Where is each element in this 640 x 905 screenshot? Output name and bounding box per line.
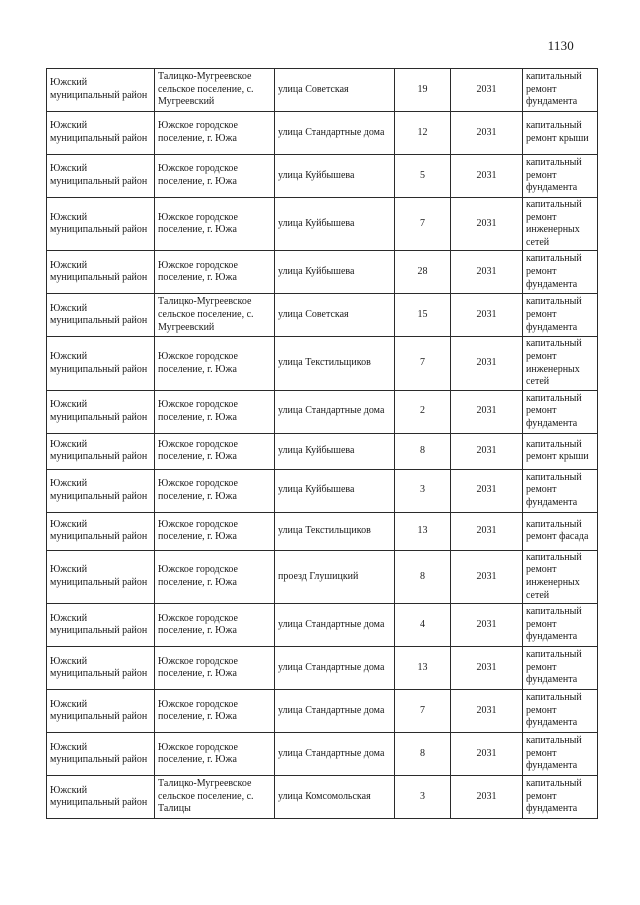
work-type-cell: капитальный ремонт инженерных сетей — [523, 550, 598, 603]
work-type-cell: капитальный ремонт инженерных сетей — [523, 198, 598, 251]
year-cell: 2031 — [451, 155, 523, 198]
settlement-cell: Южское городское поселение, г. Южа — [155, 251, 275, 294]
settlement-cell: Южское городское поселение, г. Южа — [155, 733, 275, 776]
settlement-cell: Талицко-Мугреевское сельское поселение, с. Талицы — [155, 776, 275, 819]
year-cell: 2031 — [451, 198, 523, 251]
year-cell: 2031 — [451, 337, 523, 390]
settlement-cell: Южское городское поселение, г. Южа — [155, 647, 275, 690]
street-cell: улица Стандартные дома — [275, 690, 395, 733]
settlement-cell: Южское городское поселение, г. Южа — [155, 112, 275, 155]
settlement-cell: Талицко-Мугреевское сельское поселение, с. Мугреевский — [155, 294, 275, 337]
district-cell: Южский муниципальный район — [47, 337, 155, 390]
street-cell: улица Стандартные дома — [275, 733, 395, 776]
house-number-cell: 28 — [395, 251, 451, 294]
work-type-cell: капитальный ремонт фундамента — [523, 294, 598, 337]
house-number-cell: 3 — [395, 776, 451, 819]
work-type-cell: капитальный ремонт фундамента — [523, 604, 598, 647]
district-cell: Южский муниципальный район — [47, 550, 155, 603]
district-cell: Южский муниципальный район — [47, 647, 155, 690]
table-row — [47, 512, 598, 550]
settlement-cell: Южское городское поселение, г. Южа — [155, 390, 275, 433]
work-type-cell: капитальный ремонт фундамента — [523, 251, 598, 294]
street-cell: улица Стандартные дома — [275, 112, 395, 155]
table-row — [47, 433, 598, 469]
street-cell: улица Стандартные дома — [275, 604, 395, 647]
work-type-cell: капитальный ремонт крыши — [523, 112, 598, 155]
district-cell: Южский муниципальный район — [47, 155, 155, 198]
table-row — [47, 647, 598, 690]
year-cell: 2031 — [451, 433, 523, 469]
district-cell: Южский муниципальный район — [47, 433, 155, 469]
settlement-cell: Южское городское поселение, г. Южа — [155, 512, 275, 550]
table-row — [47, 733, 598, 776]
district-cell: Южский муниципальный район — [47, 512, 155, 550]
repair-schedule-table — [46, 68, 598, 819]
street-cell: улица Комсомольская — [275, 776, 395, 819]
table-body — [47, 69, 598, 819]
work-type-cell: капитальный ремонт фундамента — [523, 776, 598, 819]
settlement-cell: Южское городское поселение, г. Южа — [155, 337, 275, 390]
street-cell: улица Куйбышева — [275, 198, 395, 251]
street-cell: улица Советская — [275, 69, 395, 112]
district-cell: Южский муниципальный район — [47, 469, 155, 512]
street-cell: улица Текстильщиков — [275, 337, 395, 390]
table-row — [47, 337, 598, 390]
settlement-cell: Южское городское поселение, г. Южа — [155, 690, 275, 733]
house-number-cell: 2 — [395, 390, 451, 433]
work-type-cell: капитальный ремонт фундамента — [523, 733, 598, 776]
work-type-cell: капитальный ремонт фундамента — [523, 69, 598, 112]
year-cell: 2031 — [451, 112, 523, 155]
district-cell: Южский муниципальный район — [47, 112, 155, 155]
year-cell: 2031 — [451, 690, 523, 733]
district-cell: Южский муниципальный район — [47, 604, 155, 647]
street-cell: проезд Глушицкий — [275, 550, 395, 603]
settlement-cell: Южское городское поселение, г. Южа — [155, 604, 275, 647]
house-number-cell: 8 — [395, 733, 451, 776]
table-row — [47, 469, 598, 512]
table-row — [47, 69, 598, 112]
work-type-cell: капитальный ремонт фасада — [523, 512, 598, 550]
table-row — [47, 294, 598, 337]
year-cell: 2031 — [451, 647, 523, 690]
settlement-cell: Южское городское поселение, г. Южа — [155, 155, 275, 198]
work-type-cell: капитальный ремонт фундамента — [523, 469, 598, 512]
table-row — [47, 604, 598, 647]
house-number-cell: 13 — [395, 512, 451, 550]
work-type-cell: капитальный ремонт инженерных сетей — [523, 337, 598, 390]
street-cell: улица Советская — [275, 294, 395, 337]
settlement-cell: Талицко-Мугреевское сельское поселение, с. Мугреевский — [155, 69, 275, 112]
year-cell: 2031 — [451, 294, 523, 337]
street-cell: улица Куйбышева — [275, 433, 395, 469]
house-number-cell: 19 — [395, 69, 451, 112]
district-cell: Южский муниципальный район — [47, 69, 155, 112]
year-cell: 2031 — [451, 390, 523, 433]
street-cell: улица Куйбышева — [275, 469, 395, 512]
house-number-cell: 3 — [395, 469, 451, 512]
page-number: 1130 — [547, 38, 574, 53]
house-number-cell: 8 — [395, 550, 451, 603]
year-cell: 2031 — [451, 550, 523, 603]
street-cell: улица Куйбышева — [275, 251, 395, 294]
house-number-cell: 8 — [395, 433, 451, 469]
district-cell: Южский муниципальный район — [47, 198, 155, 251]
district-cell: Южский муниципальный район — [47, 690, 155, 733]
district-cell: Южский муниципальный район — [47, 251, 155, 294]
table-row — [47, 251, 598, 294]
year-cell: 2031 — [451, 251, 523, 294]
table-row — [47, 112, 598, 155]
settlement-cell: Южское городское поселение, г. Южа — [155, 550, 275, 603]
settlement-cell: Южское городское поселение, г. Южа — [155, 198, 275, 251]
house-number-cell: 7 — [395, 690, 451, 733]
work-type-cell: капитальный ремонт фундамента — [523, 690, 598, 733]
street-cell: улица Стандартные дома — [275, 390, 395, 433]
table-row — [47, 690, 598, 733]
work-type-cell: капитальный ремонт фундамента — [523, 390, 598, 433]
district-cell: Южский муниципальный район — [47, 776, 155, 819]
year-cell: 2031 — [451, 512, 523, 550]
house-number-cell: 4 — [395, 604, 451, 647]
district-cell: Южский муниципальный район — [47, 390, 155, 433]
house-number-cell: 13 — [395, 647, 451, 690]
street-cell: улица Стандартные дома — [275, 647, 395, 690]
year-cell: 2031 — [451, 733, 523, 776]
settlement-cell: Южское городское поселение, г. Южа — [155, 433, 275, 469]
house-number-cell: 15 — [395, 294, 451, 337]
house-number-cell: 12 — [395, 112, 451, 155]
house-number-cell: 5 — [395, 155, 451, 198]
year-cell: 2031 — [451, 69, 523, 112]
table-row — [47, 155, 598, 198]
table-row — [47, 776, 598, 819]
work-type-cell: капитальный ремонт фундамента — [523, 155, 598, 198]
table-row — [47, 390, 598, 433]
street-cell: улица Текстильщиков — [275, 512, 395, 550]
year-cell: 2031 — [451, 776, 523, 819]
table-row — [47, 550, 598, 603]
work-type-cell: капитальный ремонт фундамента — [523, 647, 598, 690]
year-cell: 2031 — [451, 469, 523, 512]
year-cell: 2031 — [451, 604, 523, 647]
district-cell: Южский муниципальный район — [47, 294, 155, 337]
work-type-cell: капитальный ремонт крыши — [523, 433, 598, 469]
district-cell: Южский муниципальный район — [47, 733, 155, 776]
street-cell: улица Куйбышева — [275, 155, 395, 198]
house-number-cell: 7 — [395, 337, 451, 390]
settlement-cell: Южское городское поселение, г. Южа — [155, 469, 275, 512]
table-row — [47, 198, 598, 251]
house-number-cell: 7 — [395, 198, 451, 251]
